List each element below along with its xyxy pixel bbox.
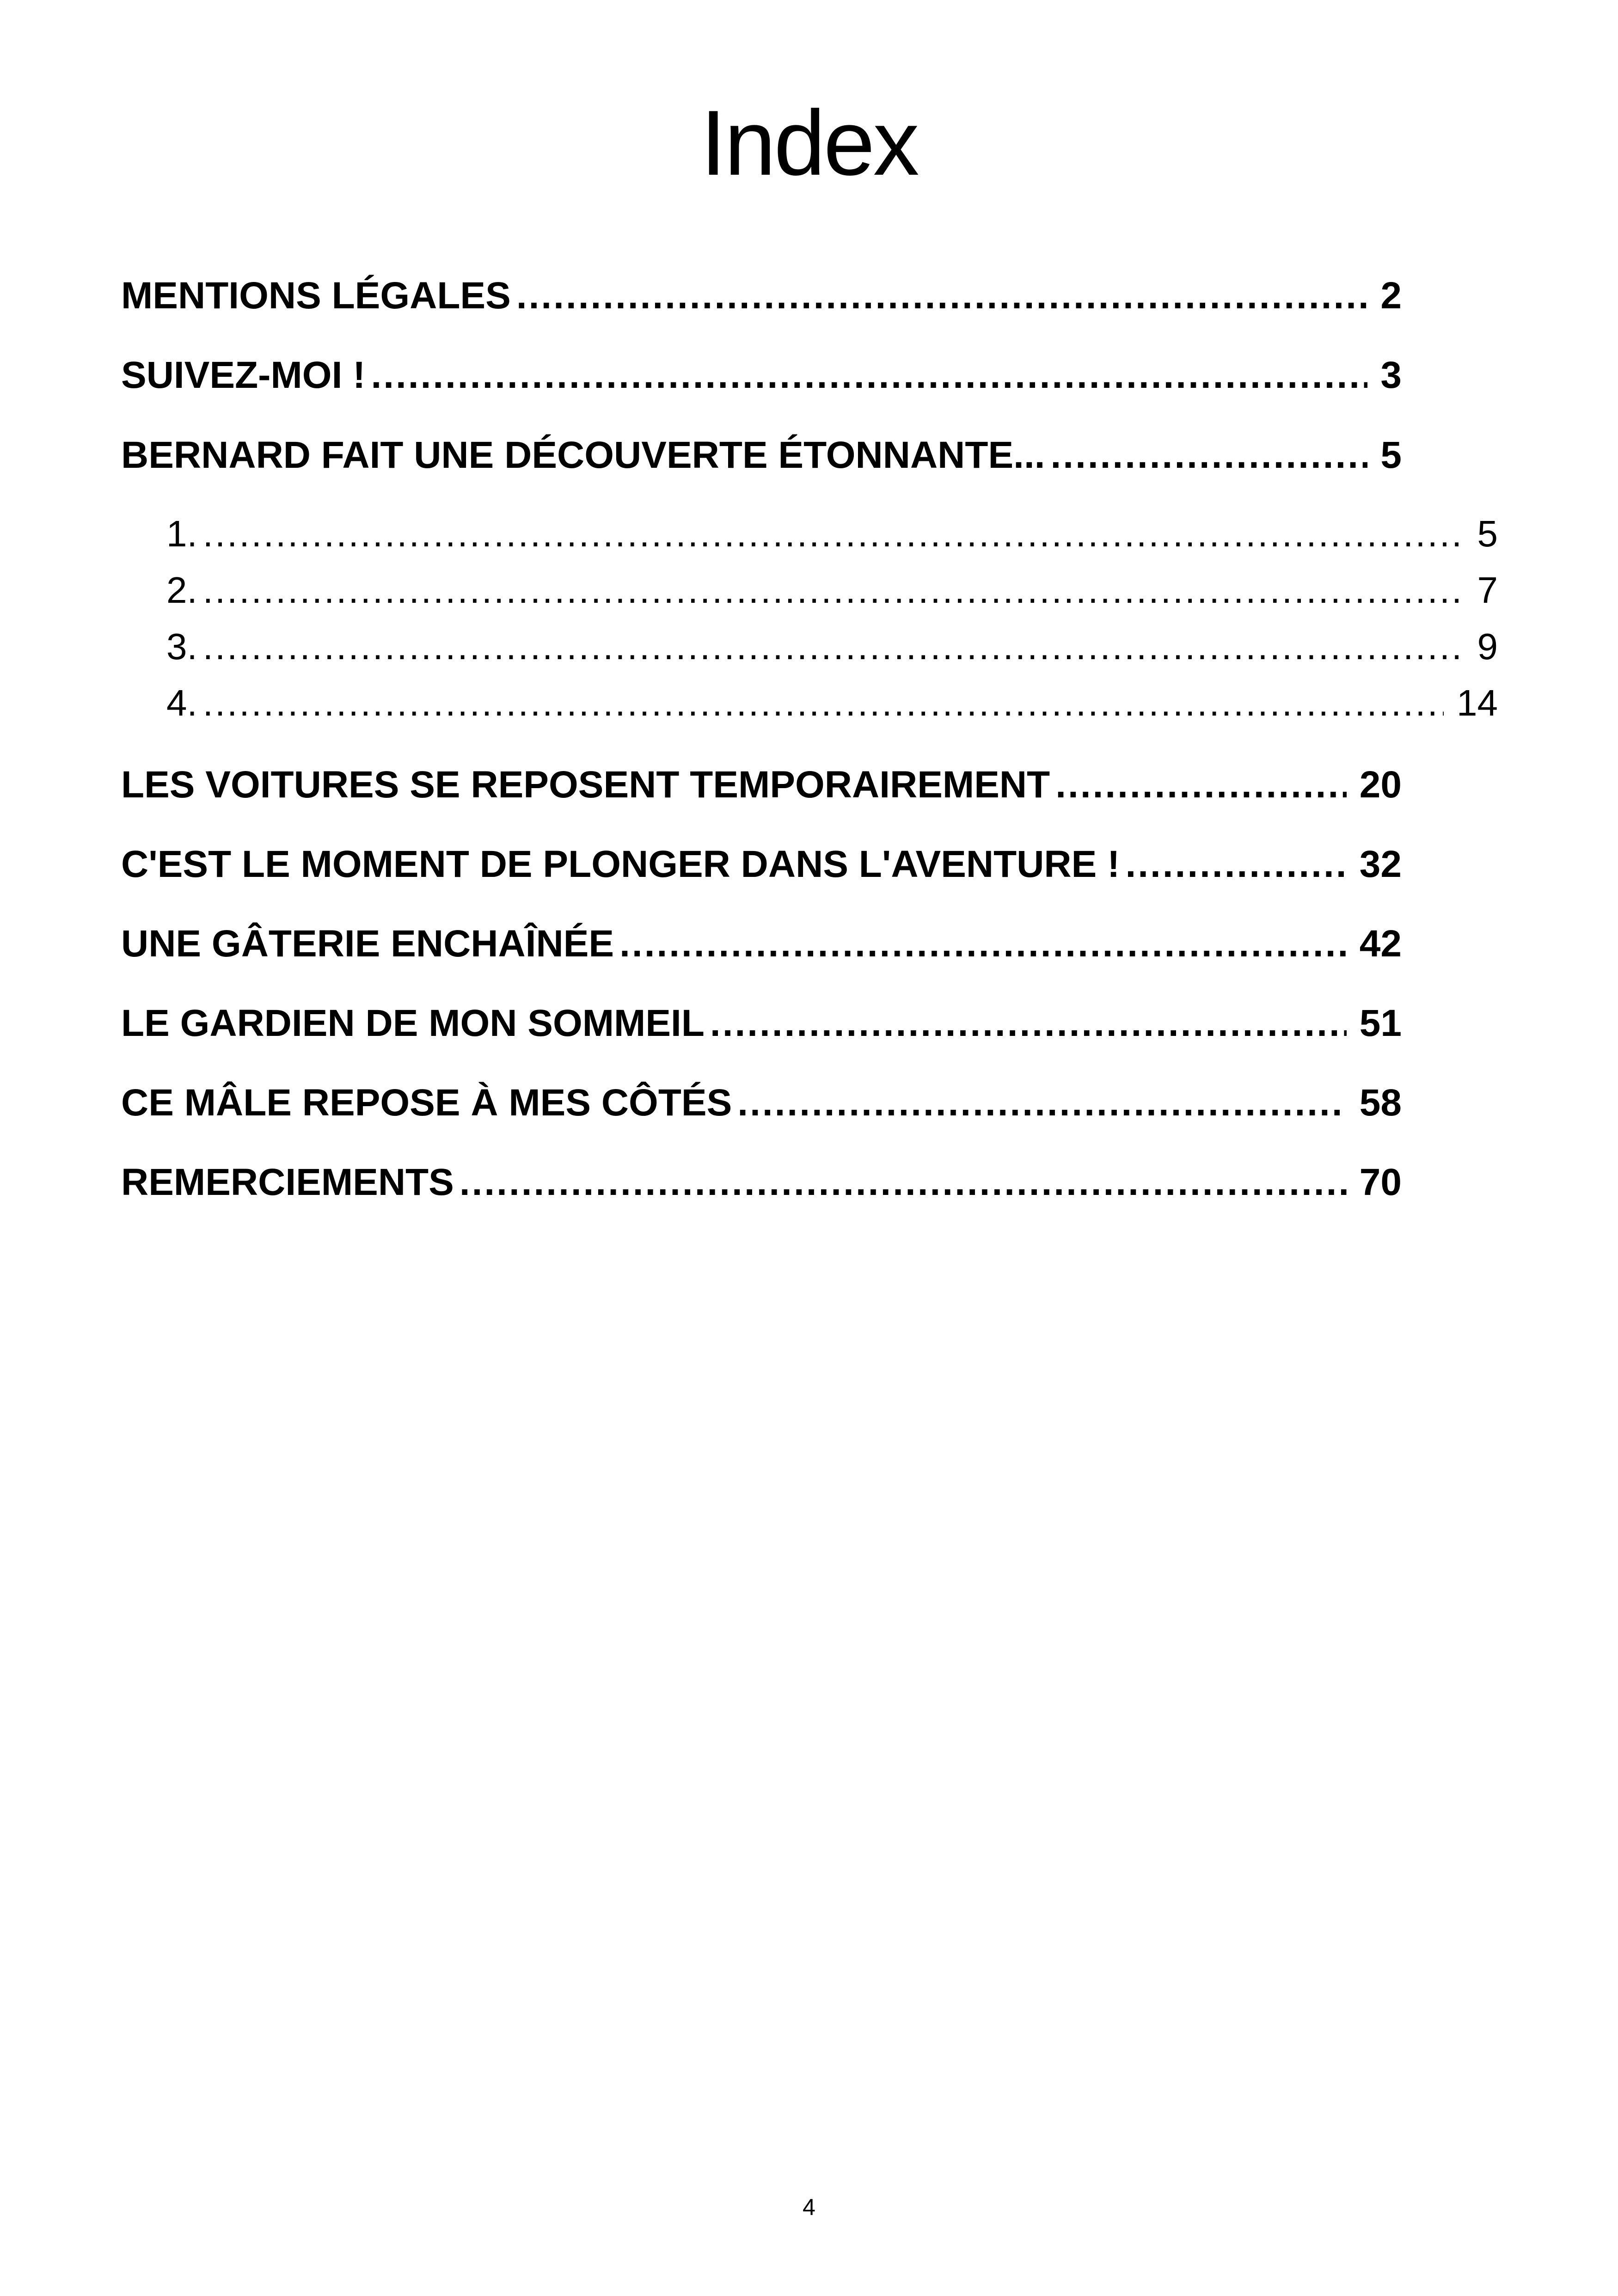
dot-leader bbox=[1125, 837, 1346, 892]
dot-leader bbox=[460, 1155, 1347, 1210]
toc-entry-label: BERNARD FAIT UNE DÉCOUVERTE ÉTONNANTE... bbox=[121, 434, 1045, 476]
dot-leader bbox=[1051, 428, 1368, 483]
dot-leader bbox=[619, 916, 1347, 972]
toc-entry-label: C'EST LE MOMENT DE PLONGER DANS L'AVENTURE ! bbox=[121, 843, 1120, 885]
toc-entry[interactable] bbox=[121, 916, 1402, 972]
dot-leader bbox=[203, 565, 1465, 616]
toc-entry[interactable] bbox=[121, 996, 1402, 1051]
toc-entry-page: 70 bbox=[1359, 1161, 1402, 1203]
toc-entry-page: 42 bbox=[1359, 923, 1402, 965]
toc-entry-page: 51 bbox=[1359, 1002, 1402, 1044]
dot-leader bbox=[1055, 757, 1347, 813]
toc-entry-page: 2 bbox=[1380, 275, 1402, 317]
toc-entry[interactable] bbox=[121, 1155, 1402, 1210]
toc-entry[interactable] bbox=[121, 268, 1402, 324]
toc-subentry[interactable] bbox=[166, 565, 1498, 616]
toc-subentry-page: 5 bbox=[1477, 513, 1498, 554]
toc-subentry-page: 9 bbox=[1477, 626, 1498, 667]
toc-entry[interactable] bbox=[121, 837, 1402, 892]
toc-entry-page: 3 bbox=[1380, 354, 1402, 396]
dot-leader bbox=[710, 996, 1347, 1051]
toc-entry-label: SUIVEZ-MOI ! bbox=[121, 354, 366, 396]
toc-entry[interactable] bbox=[121, 348, 1402, 403]
dot-leader bbox=[737, 1075, 1346, 1131]
toc-entry-label: LES VOITURES SE REPOSENT TEMPORAIREMENT bbox=[121, 764, 1050, 806]
dot-leader bbox=[203, 621, 1465, 672]
toc-subentry-label: 3. bbox=[166, 626, 197, 667]
toc-entry-label: MENTIONS LÉGALES bbox=[121, 275, 511, 317]
dot-leader bbox=[203, 508, 1465, 559]
toc-subentry-label: 2. bbox=[166, 569, 197, 611]
toc-subentry[interactable] bbox=[166, 678, 1498, 729]
dot-leader bbox=[516, 268, 1368, 324]
toc-subentry[interactable] bbox=[166, 508, 1498, 559]
toc-subentry-page: 14 bbox=[1457, 682, 1498, 723]
toc-entry-page: 5 bbox=[1380, 434, 1402, 476]
toc-subentry-label: 1. bbox=[166, 513, 197, 554]
toc-entry[interactable] bbox=[121, 757, 1402, 813]
toc-subentry-label: 4. bbox=[166, 682, 197, 723]
toc-entry-label: CE MÂLE REPOSE À MES CÔTÉS bbox=[121, 1082, 732, 1124]
page-number: 4 bbox=[803, 2194, 815, 2220]
toc-entry-label: REMERCIEMENTS bbox=[121, 1161, 454, 1203]
toc-entry-page: 32 bbox=[1359, 843, 1402, 885]
toc-entry[interactable] bbox=[121, 428, 1402, 483]
page-title: Index bbox=[700, 92, 918, 195]
toc-entry-page: 20 bbox=[1359, 764, 1402, 806]
toc-entry-page: 58 bbox=[1359, 1082, 1402, 1124]
toc-subentry[interactable] bbox=[166, 621, 1498, 672]
dot-leader bbox=[203, 678, 1444, 729]
toc-entry[interactable] bbox=[121, 1075, 1402, 1131]
dot-leader bbox=[371, 348, 1367, 403]
toc-entry-label: LE GARDIEN DE MON SOMMEIL bbox=[121, 1002, 705, 1044]
toc-entry-label: UNE GÂTERIE ENCHAÎNÉE bbox=[121, 923, 614, 965]
toc-subentry-page: 7 bbox=[1477, 569, 1498, 611]
